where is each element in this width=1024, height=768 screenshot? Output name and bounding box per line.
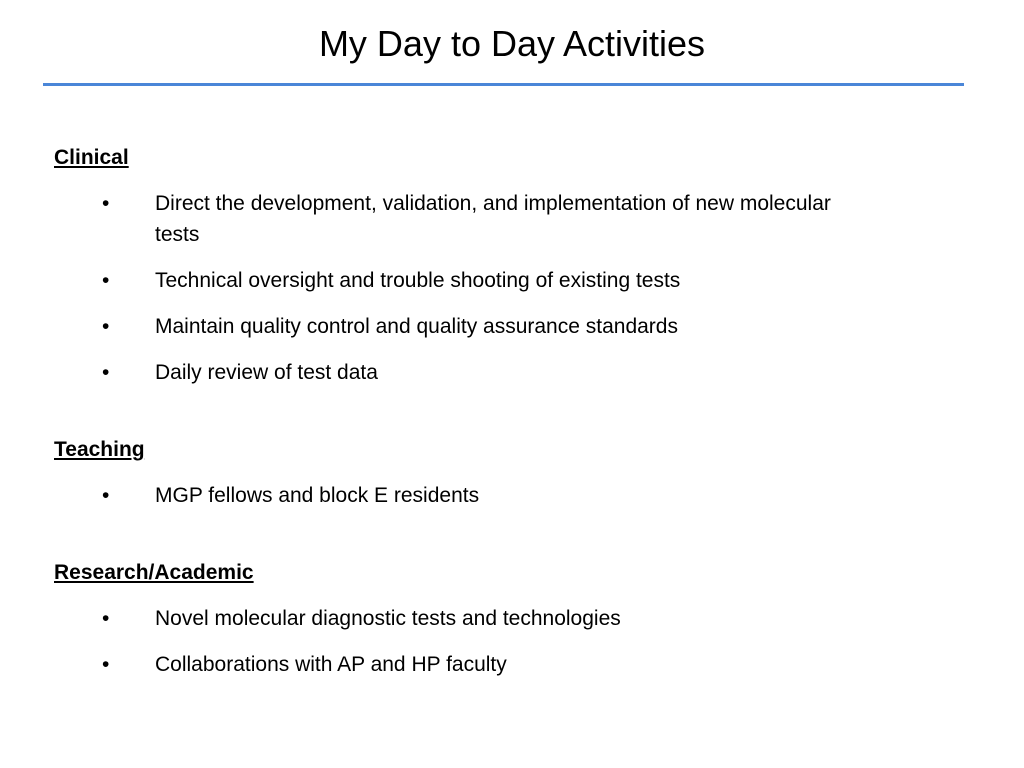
bullet-list bbox=[54, 480, 954, 511]
section-heading: Clinical bbox=[54, 146, 129, 169]
list-item bbox=[54, 357, 875, 388]
title-divider bbox=[43, 83, 964, 86]
bullet-icon: • bbox=[102, 192, 110, 215]
bullet-icon: • bbox=[102, 484, 110, 507]
bullet-list bbox=[54, 603, 954, 680]
section-teaching bbox=[54, 434, 954, 511]
list-item bbox=[54, 265, 875, 296]
slide-content bbox=[54, 142, 954, 726]
bullet-icon: • bbox=[102, 653, 110, 676]
bullet-icon: • bbox=[102, 315, 110, 338]
list-item-text: Daily review of test data bbox=[155, 361, 378, 384]
bullet-icon: • bbox=[102, 607, 110, 630]
bullet-icon: • bbox=[102, 269, 110, 292]
list-item bbox=[54, 649, 875, 680]
section-heading: Research/Academic bbox=[54, 561, 254, 584]
list-item-text: MGP fellows and block E residents bbox=[155, 484, 480, 507]
list-item bbox=[54, 311, 875, 342]
list-item-text: Novel molecular diagnostic tests and technologies bbox=[155, 607, 621, 630]
slide-title: My Day to Day Activities bbox=[318, 23, 706, 64]
list-item-text: Direct the development, validation, and implementation of new molecular tests bbox=[155, 192, 831, 246]
list-item-text: Technical oversight and trouble shooting of existing tests bbox=[155, 269, 681, 292]
list-item bbox=[54, 480, 875, 511]
section-heading: Teaching bbox=[54, 438, 145, 461]
list-item-text: Maintain quality control and quality assurance standards bbox=[155, 315, 678, 338]
bullet-list bbox=[54, 188, 954, 388]
list-item-text: Collaborations with AP and HP faculty bbox=[155, 653, 507, 676]
bullet-icon: • bbox=[102, 361, 110, 384]
section-research-academic bbox=[54, 557, 954, 680]
section-clinical bbox=[54, 142, 954, 388]
list-item bbox=[54, 188, 875, 250]
list-item bbox=[54, 603, 875, 634]
